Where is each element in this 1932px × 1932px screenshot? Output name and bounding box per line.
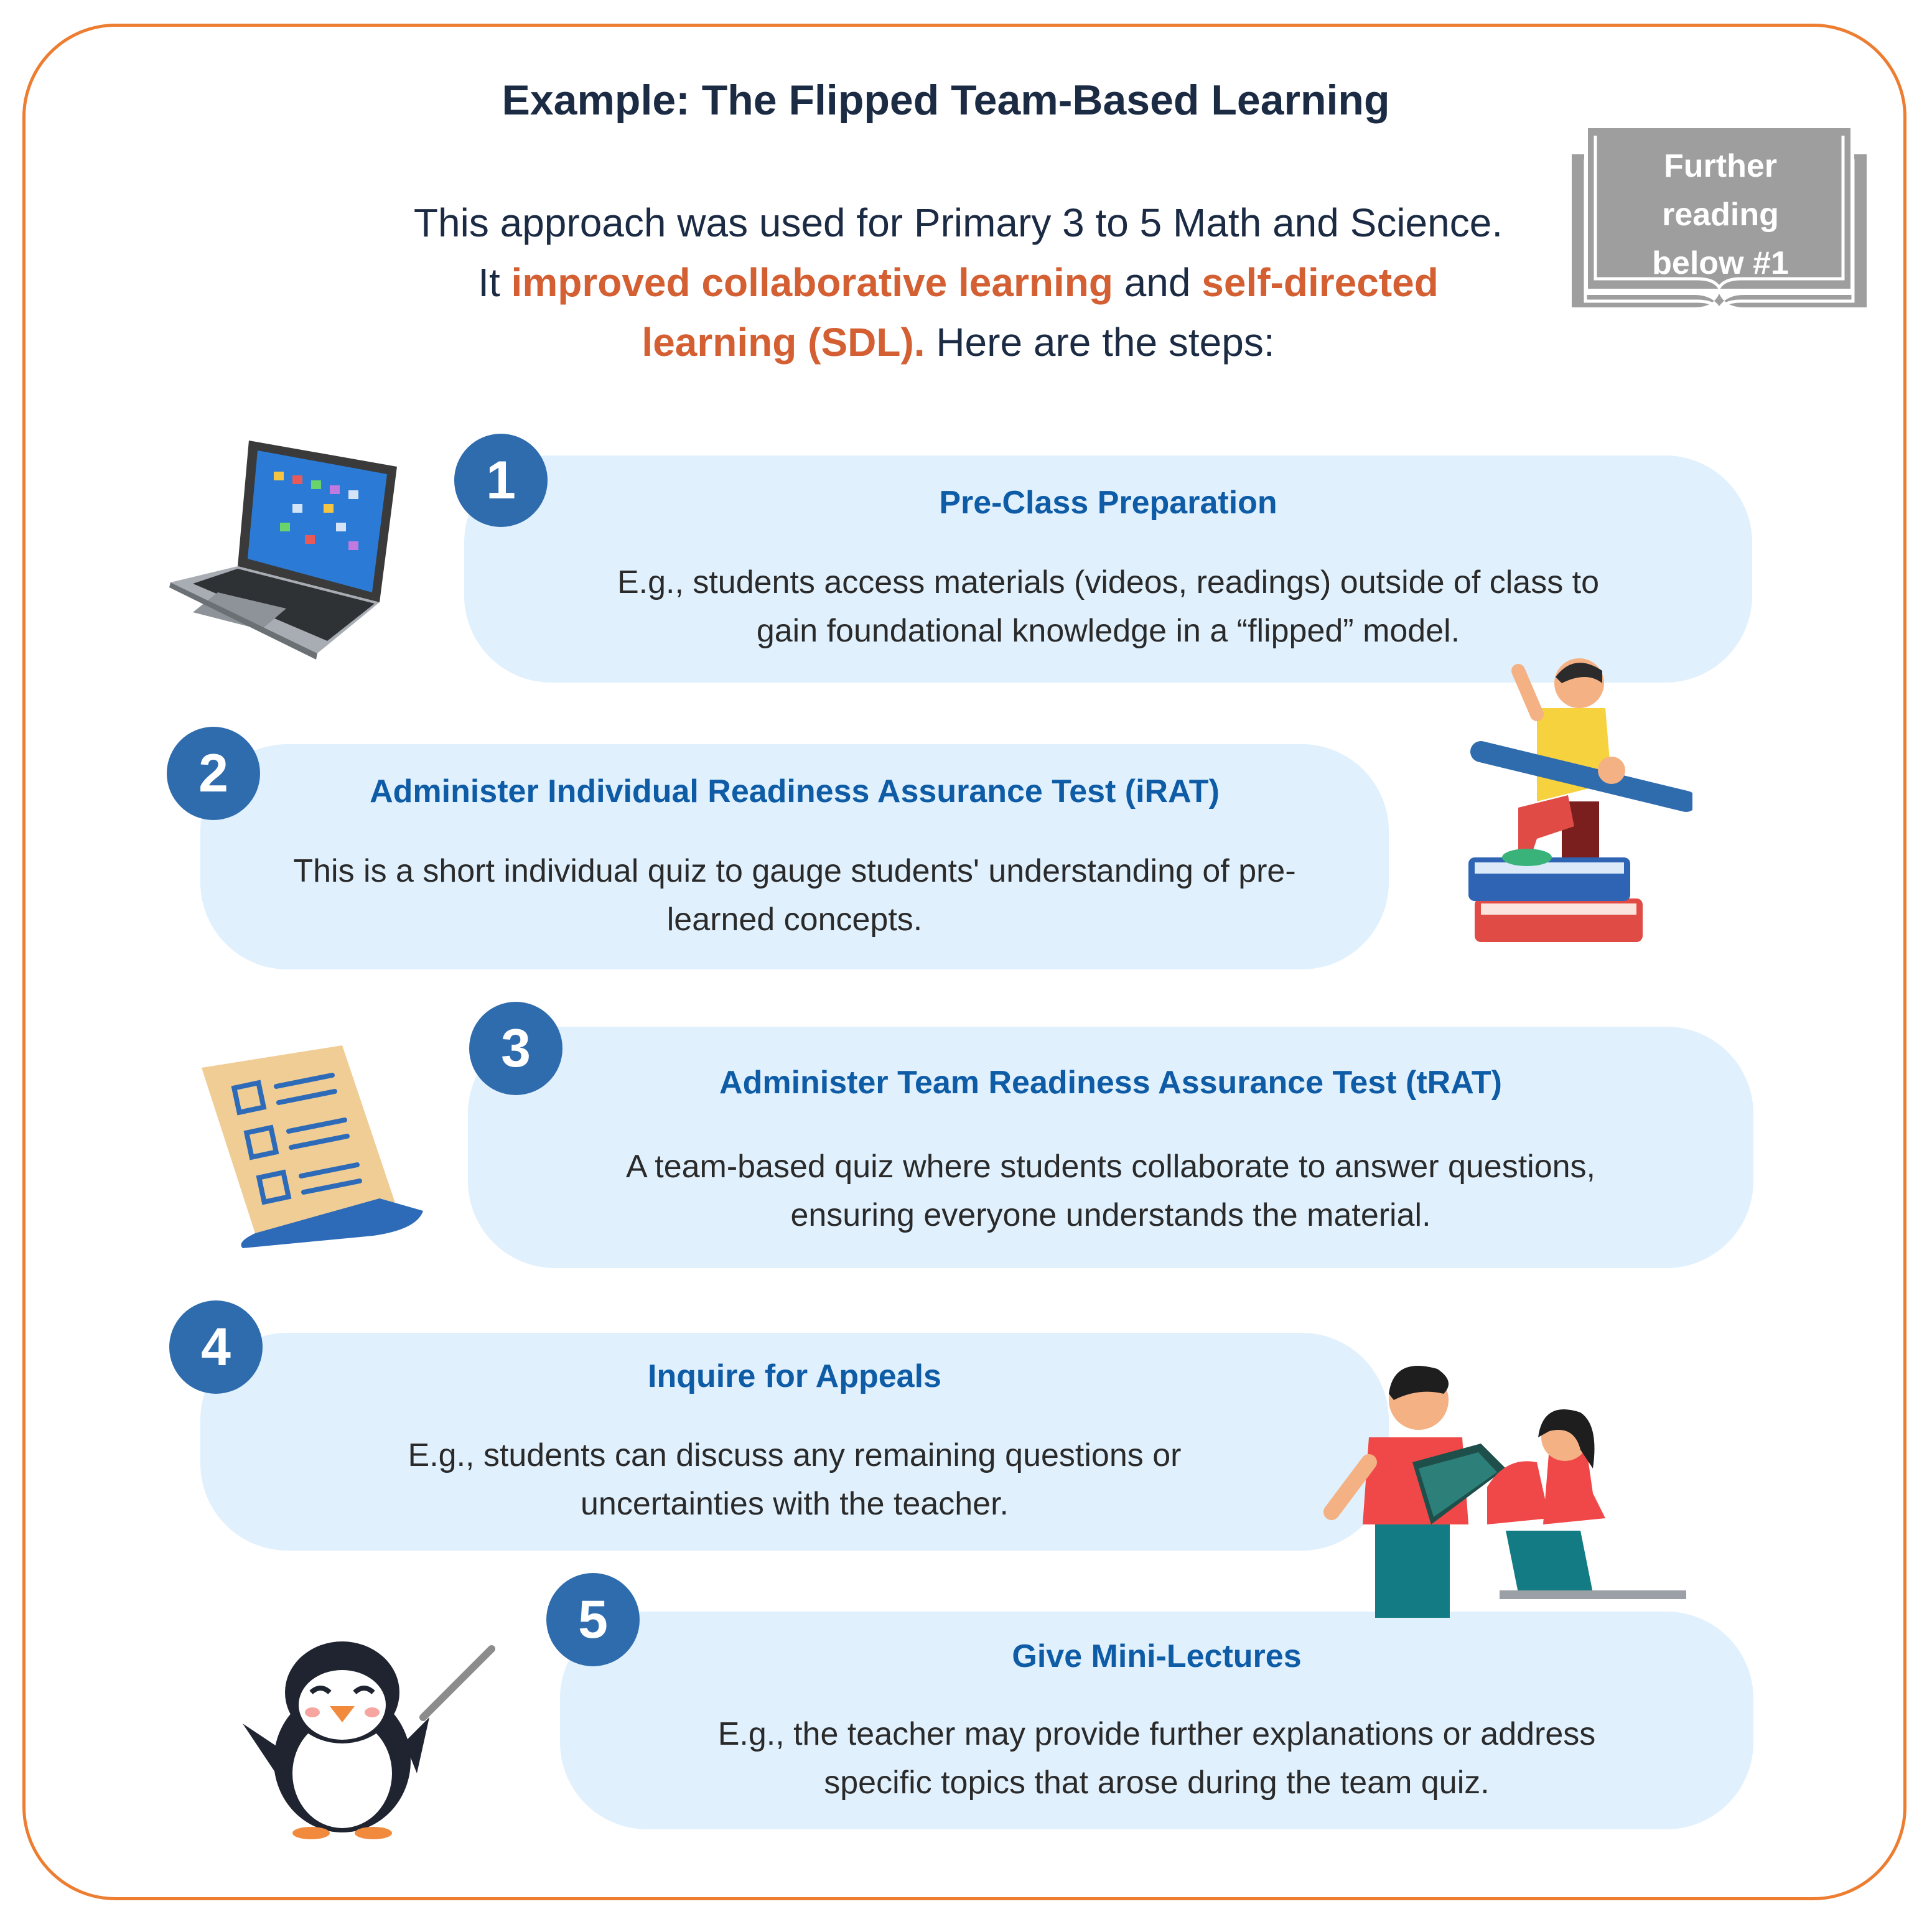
laptop-icon <box>168 436 404 660</box>
step-number-badge: 2 <box>167 727 260 820</box>
step-description: E.g., students access materials (videos, readings) outside of class to gain foundational knowledge in a “flipped” model. <box>617 564 1600 649</box>
step-title: Inquire for Appeals <box>648 1358 941 1394</box>
page-title: Example: The Flipped Team-Based Learning <box>502 77 1390 124</box>
step-title: Pre-Class Preparation <box>939 485 1277 521</box>
intro-highlight-sdl: self-directed learning (SDL). <box>642 260 1439 365</box>
step-number-badge: 4 <box>169 1300 263 1394</box>
step-number-badge: 3 <box>469 1002 562 1095</box>
step-number-badge: 1 <box>454 434 548 527</box>
step-title: Administer Individual Readiness Assurance Test (iRAT) <box>370 773 1220 810</box>
intro-text-1: This approach was used for Primary 3 to 5 Math and Science. It <box>413 200 1503 305</box>
intro-text-3: Here are the steps: <box>925 320 1275 365</box>
step-description: This is a short individual quiz to gauge students' understanding of pre-learned concepts. <box>293 853 1296 938</box>
teacher-and-student-icon <box>1319 1344 1692 1618</box>
step-card-1 <box>464 455 1752 683</box>
step-card-5 <box>560 1612 1753 1829</box>
step-title: Administer Team Readiness Assurance Test (tRAT) <box>719 1065 1502 1101</box>
step-description: E.g., students can discuss any remaining questions or uncertainties with the teacher. <box>408 1437 1182 1522</box>
step-title: Give Mini-Lectures <box>1012 1638 1302 1674</box>
step-card-2 <box>200 744 1389 969</box>
step-card-3 <box>468 1027 1753 1268</box>
student-on-books-icon <box>1468 652 1692 957</box>
step-description: E.g., the teacher may provide further explanations or address specific topics that arose during the team quiz. <box>717 1716 1596 1801</box>
step-number-badge: 5 <box>546 1573 640 1666</box>
intro-highlight-collaborative: improved collaborative learning <box>511 260 1113 305</box>
intro-paragraph <box>398 193 1518 372</box>
step-description: A team-based quiz where students collaborate to answer questions, ensuring everyone understands the material. <box>625 1149 1596 1233</box>
step-card-4 <box>200 1333 1389 1551</box>
intro-text-2: and <box>1113 260 1202 305</box>
further-reading-label[interactable]: Further reading below #1 <box>1652 148 1789 281</box>
checklist-scroll-icon <box>199 1043 429 1254</box>
penguin-pointer-icon <box>236 1624 498 1842</box>
